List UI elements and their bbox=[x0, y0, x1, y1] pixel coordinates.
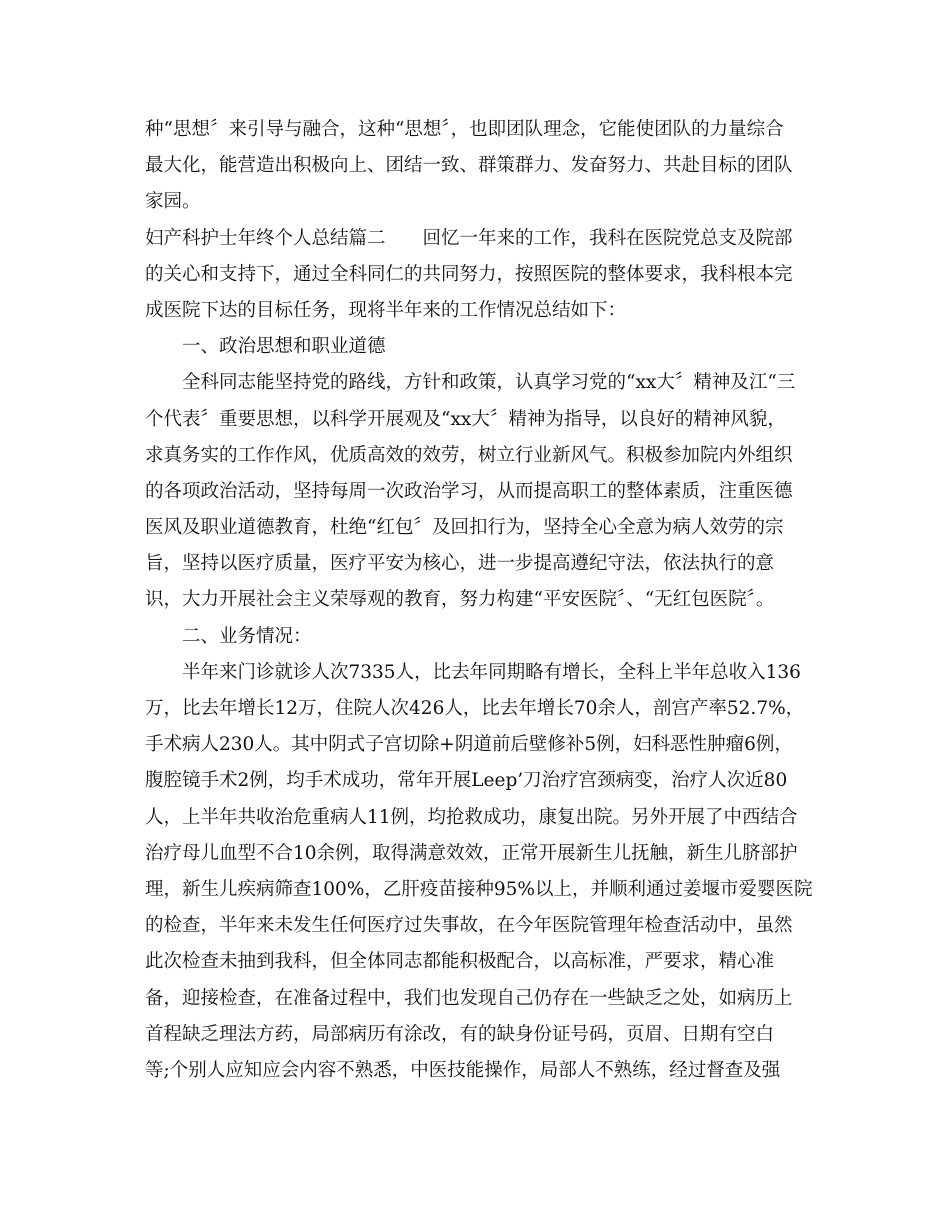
text-line: 此次检查未抽到我科，但全体同志都能积极配合，以高标准，严要求，精心准 bbox=[145, 951, 775, 973]
text-line: 妇产科护士年终个人总结篇二 回忆一年来的工作，我科在医院党总支及院部 bbox=[145, 227, 793, 249]
text-line: 旨，坚持以医疗质量，医疗平安为核心，进一步提高遵纪守法，依法执行的意 bbox=[145, 553, 775, 575]
text-line: 的关心和支持下，通过全科同仁的共同努力，按照医院的整体要求，我科根本完 bbox=[145, 263, 793, 285]
text-line: 求真务实的工作作风，优质高效的效劳，树立行业新风气。积极参加院内外组织 bbox=[145, 444, 793, 466]
text-line: 的各项政治活动，坚持每周一次政治学习，从而提高职工的整体素质，注重医德 bbox=[145, 480, 793, 502]
text-line: 二、业务情况： bbox=[182, 625, 312, 647]
text-line: 个代表〞重要思想，以科学开展观及“xx大〞精神为指导，以良好的精神风貌， bbox=[145, 408, 786, 430]
text-line: 治疗母儿血型不合10余例，取得满意效效，正常开展新生儿抚触，新生儿脐部护 bbox=[145, 842, 798, 864]
text-line: 理，新生儿疾病筛查100%，乙肝疫苗接种95%以上，并顺利通过姜堰市爱婴医院 bbox=[145, 878, 813, 900]
text-line: 首程缺乏理法方药，局部病历有涂改，有的缺身份证号码，页眉、日期有空白 bbox=[145, 1023, 775, 1045]
text-line: 医风及职业道德教育，杜绝“红包〞及回扣行为，坚持全心全意为病人效劳的宗 bbox=[145, 517, 784, 539]
text-line: 家园。 bbox=[145, 191, 201, 213]
text-line: 备，迎接检查，在准备过程中，我们也发现自己仍存在一些缺乏之处，如病历上 bbox=[145, 987, 793, 1009]
text-line: 半年来门诊就诊人次7335人，比去年同期略有增长，全科上半年总收入136 bbox=[182, 661, 801, 683]
text-line: 种“思想〞来引导与融合，这种“思想〞，也即团队理念，它能使团队的力量综合 bbox=[145, 119, 784, 140]
text-line: 万，比去年增长12万，住院人次426人，比去年增长70余人，剖宫产率52.7%， bbox=[145, 698, 805, 719]
text-line: 的检查，半年来未发生任何医疗过失事故，在今年医院管理年检查活动中，虽然 bbox=[145, 915, 793, 937]
document-body bbox=[145, 112, 813, 1089]
text-line: 等;个别人应知应会内容不熟悉，中医技能操作，局部人不熟练，经过督查及强 bbox=[145, 1059, 781, 1081]
text-line: 识，大力开展社会主义荣辱观的教育，努力构建“平安医院〞、“无红包医院〞。 bbox=[145, 589, 775, 611]
text-line: 手术病人230人。其中阴式子宫切除+阴道前后壁修补5例，妇科恶性肿瘤6例， bbox=[145, 734, 793, 756]
text-line: 最大化，能营造出积极向上、团结一致、群策群力、发奋努力、共赴目标的团队 bbox=[145, 155, 793, 177]
text-line: 全科同志能坚持党的路线，方针和政策，认真学习党的“xx大〞精神及江“三 bbox=[182, 372, 796, 394]
text-line: 人，上半年共收治危重病人11例，均抢救成功，康复出院。另外开展了中西结合 bbox=[145, 806, 798, 828]
text-line: 成医院下达的目标任务，现将半年来的工作情况总结如下： bbox=[145, 299, 627, 321]
text-line: 腹腔镜手术2例，均手术成功，常年开展Leep’刀治疗宫颈病变，治疗人次近80 bbox=[145, 770, 788, 792]
text-line: 一、政治思想和职业道德 bbox=[182, 336, 386, 358]
